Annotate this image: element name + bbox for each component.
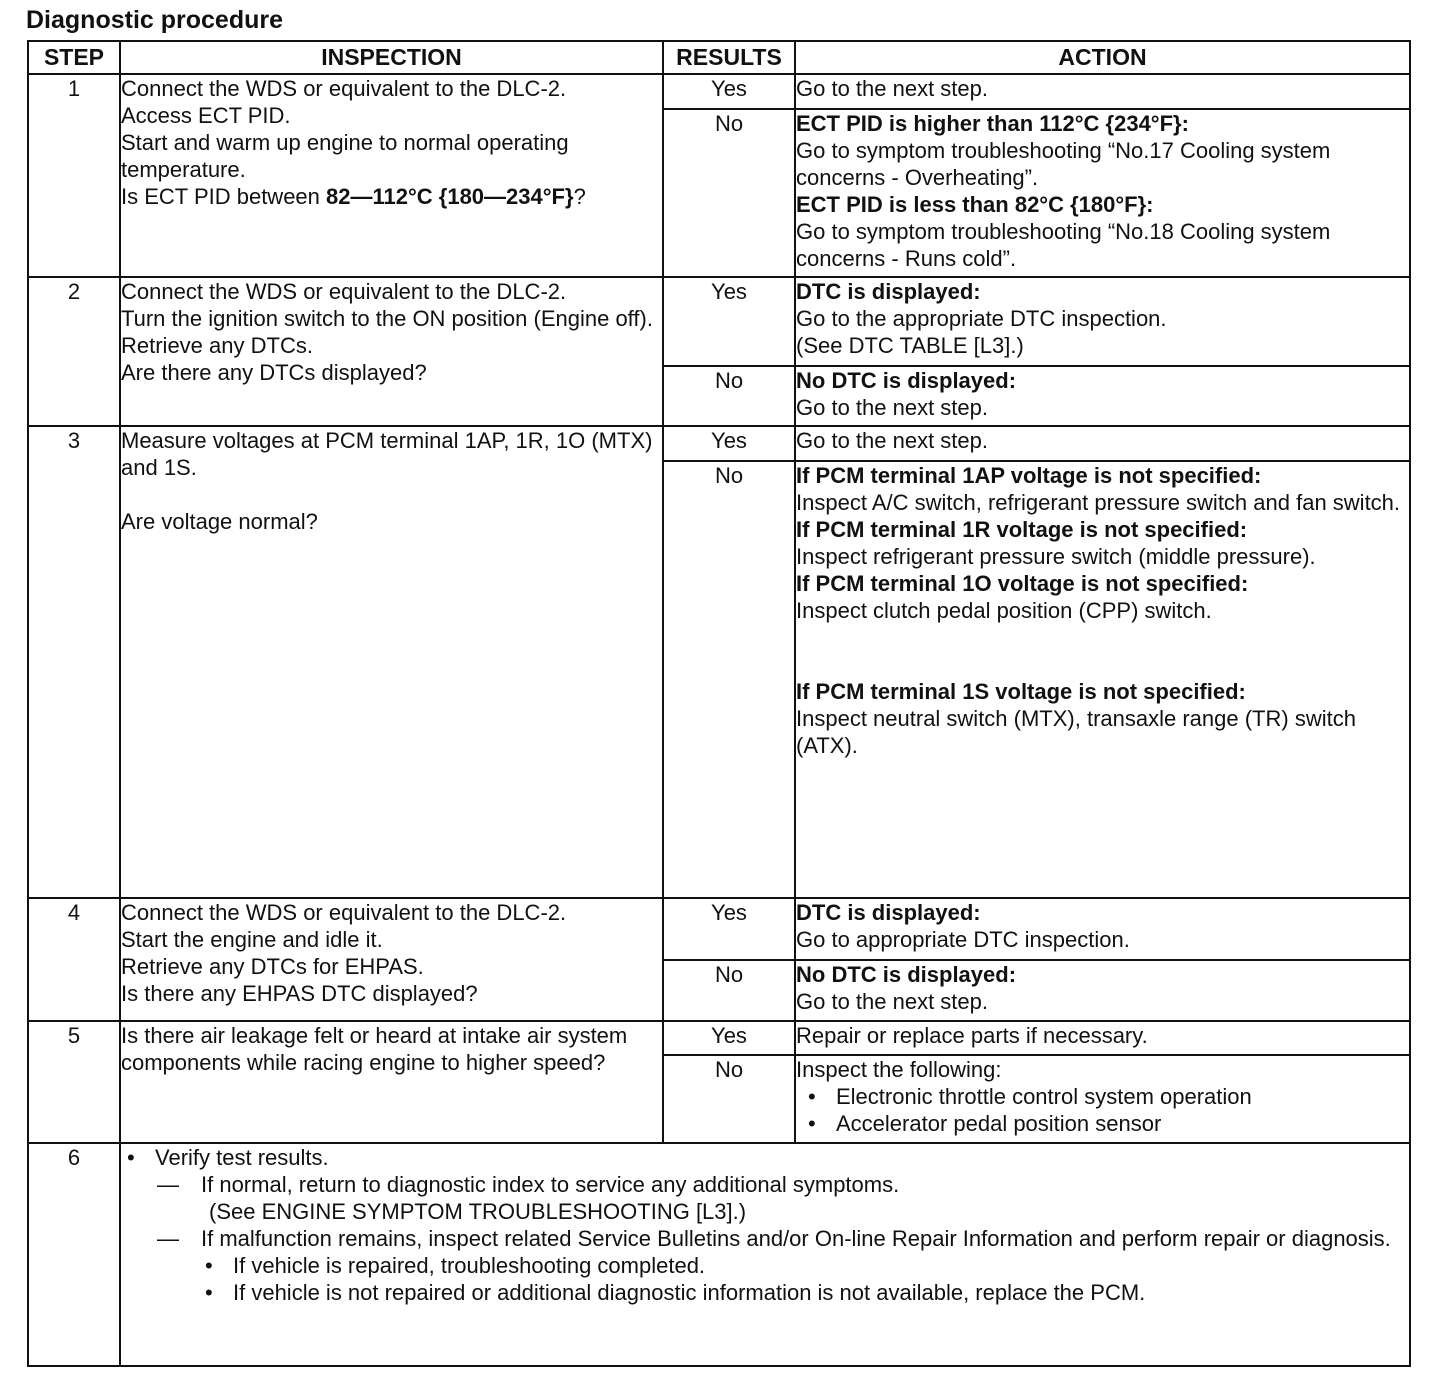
list-item: — If malfunction remains, inspect related Service Bulletins and/or On-line Repair Information and perform repair or diagnosis.: [121, 1225, 1409, 1252]
action-text: (See DTC TABLE [L3].): [796, 333, 1024, 358]
action-text: Inspect neutral switch (MTX), transaxle range (TR) switch (ATX).: [796, 706, 1356, 758]
action-cell: [795, 109, 1410, 277]
spec-value: 82—112°C {180—234°F}: [326, 184, 574, 209]
diagnostic-table: [27, 40, 1411, 1367]
table-row: [28, 1021, 1410, 1055]
inspection-cell: [120, 898, 663, 1021]
step-number: 1: [28, 74, 120, 277]
result-yes: Yes: [663, 74, 795, 109]
action-text: Go to appropriate DTC inspection.: [796, 927, 1130, 952]
step-number: 2: [28, 277, 120, 426]
result-yes: Yes: [663, 277, 795, 366]
list-item: • Accelerator pedal position sensor: [796, 1110, 1409, 1137]
action-text: Go to symptom troubleshooting “No.17 Cooling system concerns - Overheating”.: [796, 138, 1331, 190]
step-number: 6: [28, 1143, 120, 1366]
action-cell: [795, 461, 1410, 898]
action-condition: No DTC is displayed:: [796, 962, 1017, 987]
action-condition: If PCM terminal 1AP voltage is not specified:: [796, 463, 1262, 488]
table-row: [28, 898, 1410, 960]
inspection-text: Start and warm up engine to normal operating temperature.: [121, 130, 569, 182]
list-item: — If normal, return to diagnostic index to service any additional symptoms.: [121, 1171, 1409, 1198]
inspection-text: Is there air leakage felt or heard at intake air system components while racing engine to higher speed?: [121, 1023, 628, 1075]
table-row: [28, 426, 1410, 461]
action-cell: [795, 898, 1410, 960]
action-text: Inspect A/C switch, refrigerant pressure switch and fan switch.: [796, 490, 1401, 515]
result-yes: Yes: [663, 426, 795, 461]
result-no: No: [663, 960, 795, 1021]
action-text: Go to the appropriate DTC inspection.: [796, 306, 1167, 331]
inspection-text: Connect the WDS or equivalent to the DLC-2.: [121, 279, 567, 304]
header-inspection: INSPECTION: [120, 41, 663, 74]
result-yes: Yes: [663, 1021, 795, 1055]
action-condition: ECT PID is less than 82°C {180°F}:: [796, 192, 1154, 217]
action-cell: [795, 1021, 1410, 1055]
action-text: Go to symptom troubleshooting “No.18 Cooling system concerns - Runs cold”.: [796, 219, 1331, 271]
action-text: Go to the next step.: [796, 395, 989, 420]
spacer: [796, 624, 1409, 678]
inspection-text: Are voltage normal?: [121, 509, 318, 534]
table-row: [28, 277, 1410, 366]
list-item: • Verify test results.: [121, 1144, 1409, 1171]
action-cell: [795, 74, 1410, 109]
action-condition: No DTC is displayed:: [796, 368, 1017, 393]
action-cell: [795, 366, 1410, 426]
action-condition: If PCM terminal 1S voltage is not specified:: [796, 679, 1246, 704]
inspection-cell: [120, 74, 663, 277]
action-text: Inspect refrigerant pressure switch (middle pressure).: [796, 544, 1316, 569]
inspection-text: Connect the WDS or equivalent to the DLC-2.: [121, 76, 567, 101]
inspection-cell: [120, 1143, 1410, 1366]
result-no: No: [663, 109, 795, 277]
inspection-question: [121, 183, 662, 210]
page-title: Diagnostic procedure: [26, 6, 283, 34]
header-action: ACTION: [795, 41, 1410, 74]
inspection-text: Is ECT PID between: [121, 184, 327, 209]
inspection-text: Retrieve any DTCs for EHPAS.: [121, 954, 424, 979]
inspection-cell: [120, 426, 663, 898]
list-item: • Electronic throttle control system operation: [796, 1083, 1409, 1110]
step-number: 3: [28, 426, 120, 898]
header-step: STEP: [28, 41, 120, 74]
action-cell: [795, 1055, 1410, 1143]
action-text: Go to the next step.: [796, 989, 989, 1014]
action-text: Inspect the following:: [796, 1057, 1002, 1082]
inspection-cell: [120, 277, 663, 426]
header-results: RESULTS: [663, 41, 795, 74]
table-row: [28, 74, 1410, 109]
action-condition: DTC is displayed:: [796, 900, 981, 925]
inspection-text: ?: [573, 184, 586, 209]
list-item: • If vehicle is repaired, troubleshooting completed.: [121, 1252, 1409, 1279]
action-cell: [795, 277, 1410, 366]
inspection-text: Access ECT PID.: [121, 103, 291, 128]
table-row: [28, 1143, 1410, 1366]
action-text: Repair or replace parts if necessary.: [796, 1023, 1148, 1048]
action-text: Inspect clutch pedal position (CPP) switch.: [796, 598, 1212, 623]
action-condition: If PCM terminal 1R voltage is not specified:: [796, 517, 1248, 542]
inspection-text: Turn the ignition switch to the ON position (Engine off).: [121, 306, 653, 331]
step-number: 4: [28, 898, 120, 1021]
inspection-text: Are there any DTCs displayed?: [121, 360, 427, 385]
result-no: No: [663, 1055, 795, 1143]
action-text: Go to the next step.: [796, 428, 989, 453]
action-cell: [795, 960, 1410, 1021]
action-cell: [795, 426, 1410, 461]
action-condition: If PCM terminal 1O voltage is not specified:: [796, 571, 1249, 596]
step-number: 5: [28, 1021, 120, 1143]
inspection-text: Retrieve any DTCs.: [121, 333, 313, 358]
header-row: [28, 41, 1410, 74]
inspection-text: Start the engine and idle it.: [121, 927, 383, 952]
inspection-text: Measure voltages at PCM terminal 1AP, 1R, 1O (MTX) and 1S.: [121, 428, 653, 480]
inspection-cell: [120, 1021, 663, 1143]
result-no: No: [663, 461, 795, 898]
inspection-text: Connect the WDS or equivalent to the DLC-2.: [121, 900, 567, 925]
result-no: No: [663, 366, 795, 426]
inspection-text: Is there any EHPAS DTC displayed?: [121, 981, 478, 1006]
action-condition: ECT PID is higher than 112°C {234°F}:: [796, 111, 1189, 136]
action-text: Go to the next step.: [796, 76, 989, 101]
result-yes: Yes: [663, 898, 795, 960]
list-item: • If vehicle is not repaired or additional diagnostic information is not available, replace the PCM.: [121, 1279, 1409, 1306]
action-condition: DTC is displayed:: [796, 279, 981, 304]
reference-text: (See ENGINE SYMPTOM TROUBLESHOOTING [L3].): [209, 1199, 747, 1224]
